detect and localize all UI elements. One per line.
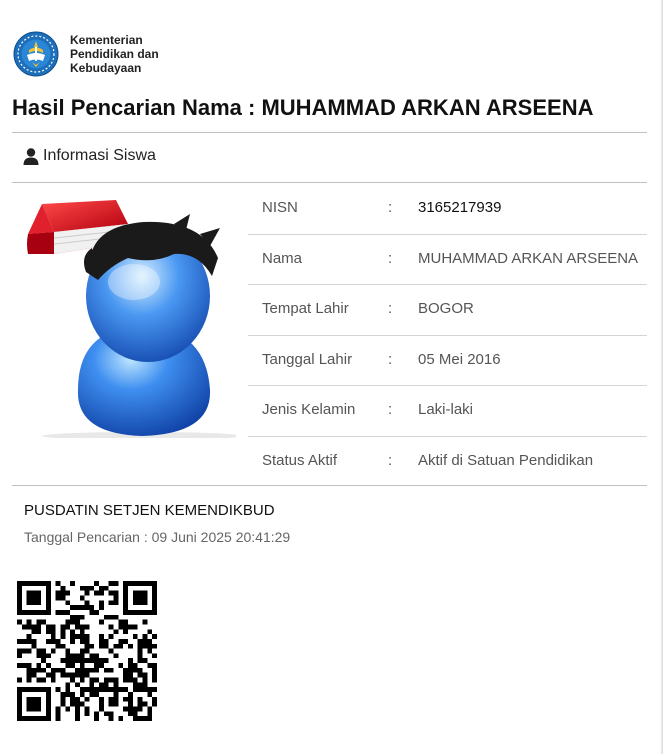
row-separator: : xyxy=(388,300,393,317)
table-row xyxy=(248,336,647,387)
section-title-label: Informasi Siswa xyxy=(43,147,156,164)
student-info-table xyxy=(248,184,647,487)
ministry-line-1: Kementerian xyxy=(70,33,143,47)
nisn-label: NISN xyxy=(262,199,298,216)
ministry-line-3: Kebudayaan xyxy=(70,61,142,75)
footer-organization: PUSDATIN SETJEN KEMENDIKBUD xyxy=(24,502,275,519)
row-separator: : xyxy=(388,401,393,418)
gender-value: Laki-laki xyxy=(418,401,474,418)
ministry-name xyxy=(70,33,159,75)
birthdate-label: Tanggal Lahir xyxy=(262,350,353,368)
birthdate-value: 05 Mei 2016 xyxy=(418,350,501,368)
status-value: Aktif di Satuan Pendidikan xyxy=(418,451,594,469)
row-separator: : xyxy=(388,350,393,368)
name-label: Nama xyxy=(262,249,303,267)
table-row xyxy=(248,386,647,437)
divider xyxy=(12,182,647,183)
student-avatar xyxy=(24,198,236,438)
header xyxy=(13,31,159,77)
row-separator: : xyxy=(388,249,393,267)
table-row xyxy=(248,184,647,235)
divider xyxy=(12,485,647,486)
birthplace-value: BOGOR xyxy=(418,300,474,317)
user-icon xyxy=(23,148,39,165)
table-row xyxy=(248,235,647,286)
birthplace-label: Tempat Lahir xyxy=(262,300,349,317)
section-title xyxy=(23,147,156,165)
ministry-line-2: Pendidikan dan xyxy=(70,47,159,61)
row-separator: : xyxy=(388,199,393,216)
tut-wuri-handayani-logo xyxy=(13,31,59,77)
divider xyxy=(12,132,647,133)
qr-code xyxy=(17,581,157,721)
row-separator: : xyxy=(388,451,393,469)
name-value: MUHAMMAD ARKAN ARSEENA xyxy=(418,249,639,267)
gender-label: Jenis Kelamin xyxy=(262,401,356,418)
page-title: Hasil Pencarian Nama : MUHAMMAD ARKAN ARSEENA xyxy=(12,95,594,120)
table-row xyxy=(248,437,647,488)
nisn-value: 3165217939 xyxy=(418,199,502,216)
status-label: Status Aktif xyxy=(262,451,338,469)
table-row xyxy=(248,285,647,336)
search-timestamp: Tanggal Pencarian : 09 Juni 2025 20:41:29 xyxy=(24,529,291,545)
